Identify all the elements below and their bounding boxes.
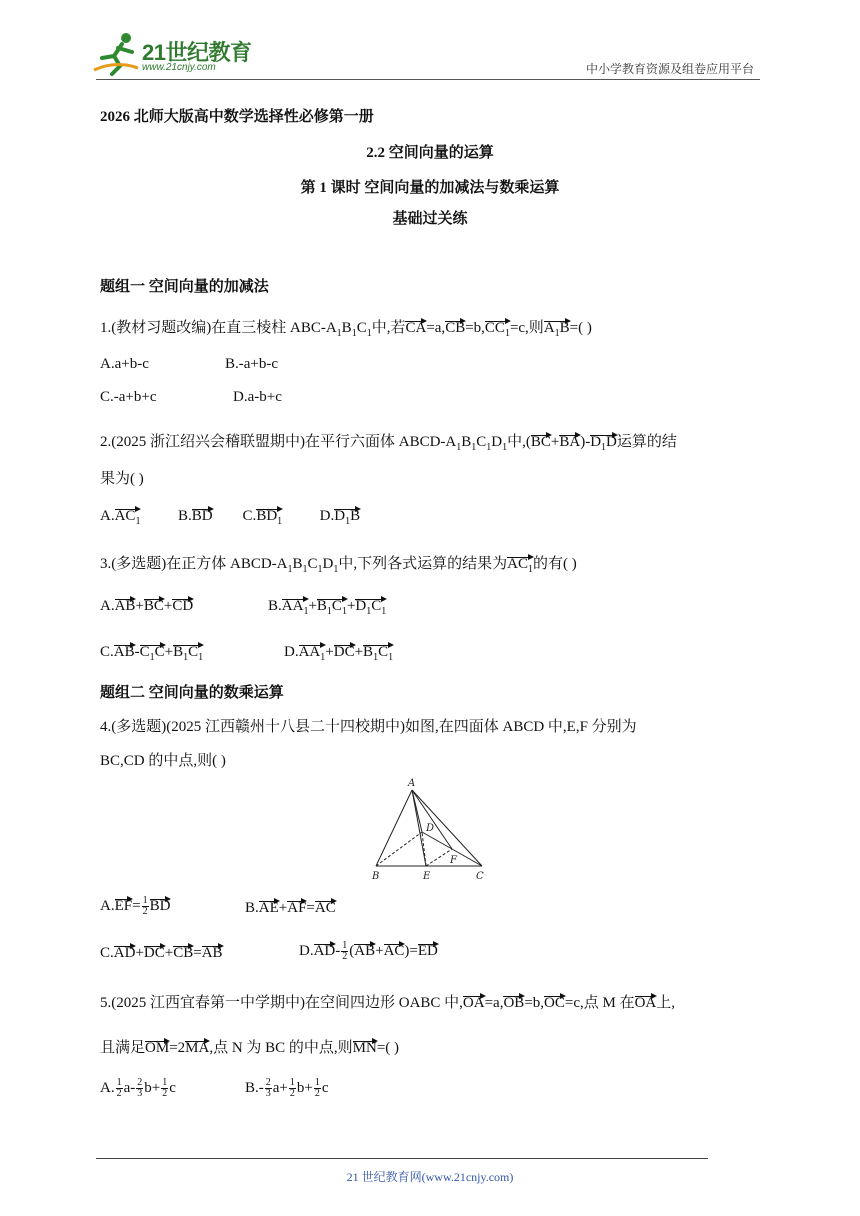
figure-label-b: B xyxy=(372,871,380,882)
q1-option-c: C.-a+b+c xyxy=(100,389,157,405)
q3-option-c: $C.AB-C_1C+B_1C_1$ xyxy=(100,644,204,663)
q5-option-a: A. $\frac{1}{2}$ a- $\frac{2}{3}$ b+ $\frac{1}{2}$ c xyxy=(100,1077,176,1099)
header-platform-text: 中小学教育资源及组卷应用平台 xyxy=(585,62,754,76)
q1-stem: 1.(教材习题改编)在直三棱柱 ABC-$A_1B_1C_1$中,若$CA=a,CB=b,CC_1=c$,则$A_1B=$( ) xyxy=(100,320,592,339)
figure-label-e: E xyxy=(423,871,431,882)
q5-stem: 5.(2025 江西宜春第一中学期中)在空间四边形 OABC 中,OA=a,OB=b,OC=c,点 M 在OA上, xyxy=(100,995,676,1011)
group2-title: 题组二 空间向量的数乘运算 xyxy=(100,685,284,701)
q3-option-a: A.AB+BC+CD xyxy=(100,598,194,614)
q3-option-d: $D.AA_1+DC+B_1C_1$ xyxy=(284,644,394,663)
logo-main-text: 21世纪教育 xyxy=(142,40,252,65)
figure-label-c: C xyxy=(476,871,484,882)
site-logo xyxy=(92,30,262,80)
q2-stem-line2: 果为( ) xyxy=(100,471,144,487)
figure-label-f: F xyxy=(450,855,457,866)
logo-sub-text: www.21cnjy.com xyxy=(142,62,216,73)
q3-stem: 3.(多选题)在正方体 ABCD-$A_1B_1C_1D_1$中,下列各式运算的结果为$AC_1$的有( ) xyxy=(100,556,577,575)
footer-text[interactable]: 21 世纪教育网(www.21cnjy.com) xyxy=(346,1170,514,1184)
q2-options: $A.AC_1$ B.BD $C.BD_1$ $D.D_1B$ xyxy=(100,508,361,527)
q1-option-d: D.a-b+c xyxy=(233,389,282,405)
header-divider xyxy=(96,79,760,80)
page-header xyxy=(0,0,860,80)
q4-option-b: B.AE+AF=AC xyxy=(245,900,336,916)
q4-stem-line2: BC,CD 的中点,则( ) xyxy=(100,753,226,769)
q1-option-b: B.-a+b-c xyxy=(225,356,279,372)
q5-stem-line2: 且满足OM=2MA,点 N 为 BC 的中点,则MN=( ) xyxy=(100,1040,400,1056)
practice-title: 基础过关练 xyxy=(392,211,468,227)
q3-option-b: $B.AA_1+B_1C_1+D_1C_1$ xyxy=(268,598,387,617)
q4-option-d: D.AD- $\frac{1}{2}$ (AB+AC)=ED xyxy=(299,940,438,962)
section-title: 2.2 空间向量的运算 xyxy=(366,145,494,161)
tetrahedron-figure xyxy=(366,776,492,884)
q4-option-a: A.EF= $\frac{1}{2}$ BD xyxy=(100,895,171,917)
q1-option-a: A.a+b-c xyxy=(100,356,149,372)
figure-label-a: A xyxy=(408,778,416,789)
q4-option-c: C.AD+DC+CB=AB xyxy=(100,945,223,961)
footer-divider xyxy=(96,1158,708,1159)
book-title: 2026 北师大版高中数学选择性必修第一册 xyxy=(100,109,374,125)
lesson-title: 第 1 课时 空间向量的加减法与数乘运算 xyxy=(300,180,560,196)
q4-stem-line1: 4.(多选题)(2025 江西赣州十八县二十四校期中)如图,在四面体 ABCD 中,E,F 分别为 xyxy=(100,719,637,735)
runner-logo-icon xyxy=(92,30,140,76)
q2-stem: 2.(2025 浙江绍兴会稽联盟期中)在平行六面体 ABCD-$A_1B_1C_1D_1$中$,(BC+BA)-D_1D$运算的结 xyxy=(100,434,677,453)
figure-label-d: D xyxy=(426,823,435,834)
group1-title: 题组一 空间向量的加减法 xyxy=(100,279,269,295)
q5-option-b: B.- $\frac{2}{3}$ a+ $\frac{1}{2}$ b+ $\frac{1}{2}$ c xyxy=(245,1077,329,1099)
